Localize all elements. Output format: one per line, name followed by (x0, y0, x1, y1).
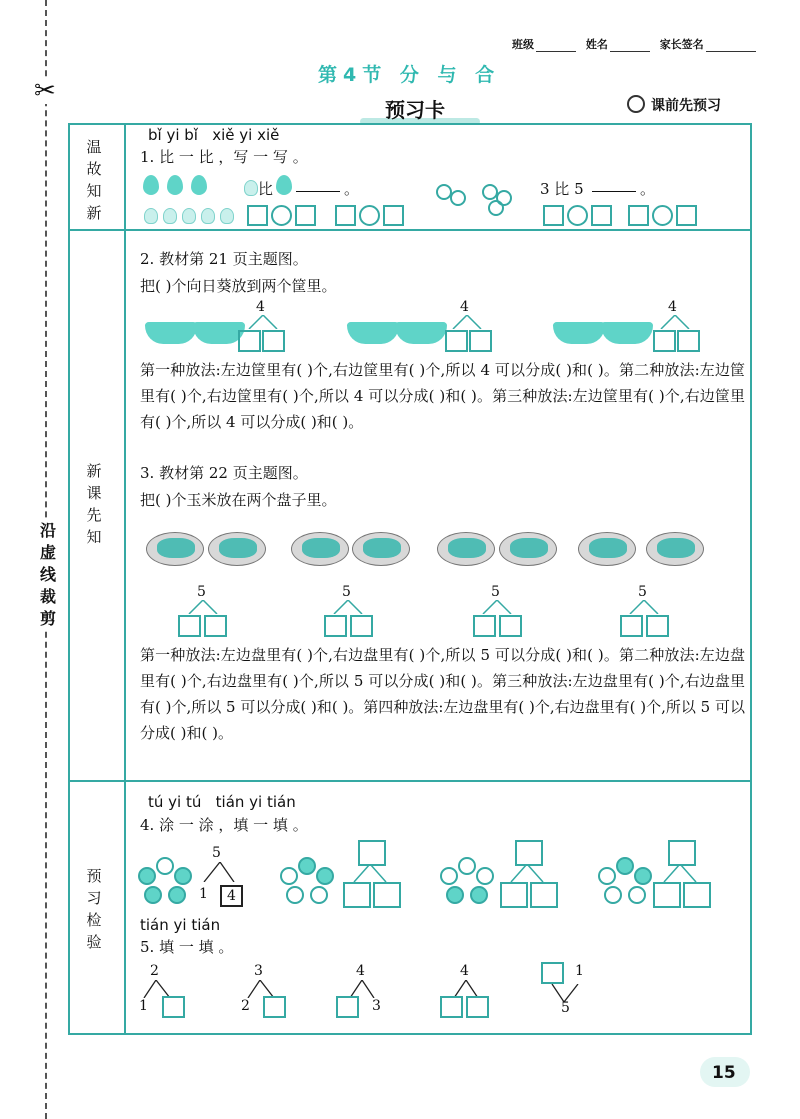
q5-top: 4 (356, 963, 365, 979)
plate-icon (578, 532, 636, 566)
split-lines (245, 315, 281, 329)
q1-answer-line[interactable] (296, 178, 340, 196)
drop-icon (143, 175, 159, 195)
cut-label: 沿虚线裁剪 (37, 520, 59, 630)
preview-label-text: 课前先预习 (651, 98, 721, 114)
answer-box[interactable] (653, 330, 676, 352)
flame-icon (144, 208, 158, 224)
answer-box[interactable] (324, 615, 347, 637)
split-lines (626, 600, 662, 614)
plate-icon (352, 532, 410, 566)
split-top: 4 (668, 299, 677, 315)
plate-icon (146, 532, 204, 566)
q2-prompt: 把( )个向日葵放到两个筐里。 (140, 277, 337, 295)
answer-box[interactable] (162, 996, 185, 1018)
q4-text: 4. 涂 一 涂 ，填 一 填 。 (140, 816, 308, 834)
parent-signature-field[interactable] (706, 51, 756, 52)
student-info-fields (512, 36, 762, 52)
q5-pinyin: tián yi tián (140, 916, 221, 934)
q1-compare-word: 比 (258, 180, 274, 198)
q3-prompt: 把( )个玉米放在两个盘子里。 (140, 491, 337, 509)
q1-right-answer-line[interactable] (592, 178, 636, 196)
q3-heading: 3. 教材第 22 页主题图。 (140, 464, 308, 482)
answer-box[interactable] (373, 882, 401, 908)
split-top: 4 (256, 299, 265, 315)
split-lines (657, 315, 693, 329)
answer-box[interactable] (336, 996, 359, 1018)
plate-icon (499, 532, 557, 566)
split-lines (185, 600, 221, 614)
answer-box[interactable] (683, 882, 711, 908)
split-top: 4 (460, 299, 469, 315)
split-top: 5 (491, 584, 500, 600)
column-divider (124, 123, 126, 1033)
answer-box[interactable] (653, 882, 681, 908)
answer-box[interactable] (515, 840, 543, 866)
row-divider-2 (68, 780, 750, 782)
drop-icon (167, 175, 183, 195)
q2-body: 第一种放法:左边筐里有( )个,右边筐里有( )个,所以 4 可以分成( )和( )。第二种放法:左边筐里有( )个,右边筐里有( )个,所以 4 可以分成( )和( )。第三种放法:左边筐里有( )个,右边筐里有( )个,所以 4 可以分成( )和( )。 (140, 361, 745, 431)
split-top: 5 (342, 584, 351, 600)
plate-icon (646, 532, 704, 566)
flame-icon (220, 208, 234, 224)
q5-top: 3 (254, 963, 263, 979)
section-label-new: 新课先知 (86, 462, 102, 546)
answer-box[interactable] (620, 615, 643, 637)
compare-boxes-4[interactable] (628, 205, 697, 226)
q3-body: 第一种放法:左边盘里有( )个,右边盘里有( )个,所以 5 可以分成( )和( )。第二种放法:左边盘里有( )个,右边盘里有( )个,所以 5 可以分成( )和( )。第三种放法:左边盘里有( )个,右边盘里有( )个,所以 5 可以分成( )和( )。第四种放法:左边盘里有( )个,右边盘里有( )个,所以 5 可以分成( )和( )。 (140, 646, 745, 742)
q5-left: 1 (139, 998, 148, 1014)
split-top: 5 (197, 584, 206, 600)
compare-boxes-3[interactable] (543, 205, 612, 226)
compare-boxes-2[interactable] (335, 205, 404, 226)
answer-box[interactable] (466, 996, 489, 1018)
flame-icon (182, 208, 196, 224)
q5-right: 3 (372, 998, 381, 1014)
q4-pinyin: tú yi tú tián yi tián (148, 793, 296, 811)
row-divider-1 (68, 229, 750, 231)
split-lines (479, 600, 515, 614)
q2-heading: 2. 教材第 21 页主题图。 (140, 250, 308, 268)
split-lines (449, 315, 485, 329)
flame-icon (201, 208, 215, 224)
q4-example-right: 4 (220, 885, 243, 907)
answer-box[interactable] (350, 615, 373, 637)
q5-left: 2 (241, 998, 250, 1014)
split-lines (507, 864, 547, 882)
parent-signature-label: 家长签名 (659, 38, 704, 51)
name-field[interactable] (610, 51, 650, 52)
answer-box[interactable] (530, 882, 558, 908)
answer-box[interactable] (440, 996, 463, 1018)
split-lines (330, 600, 366, 614)
answer-box[interactable] (178, 615, 201, 637)
answer-box[interactable] (204, 615, 227, 637)
answer-box[interactable] (263, 996, 286, 1018)
q1-period: 。 (344, 180, 360, 198)
q4-example-top: 5 (212, 845, 221, 861)
drop-icon (276, 175, 292, 195)
answer-box[interactable] (541, 962, 564, 984)
drop-icon (191, 175, 207, 195)
section-label-review: 温故知新 (86, 138, 102, 222)
page-number: 15 (712, 1063, 736, 1083)
split-lines (350, 864, 390, 882)
plate-icon (437, 532, 495, 566)
q1-right-period: 。 (640, 180, 656, 198)
answer-box[interactable] (646, 615, 669, 637)
class-field[interactable] (536, 51, 576, 52)
q4-example-left: 1 (199, 886, 208, 902)
answer-box[interactable] (262, 330, 285, 352)
q1-right-text: 3 比 5 (540, 180, 584, 198)
answer-box[interactable] (358, 840, 386, 866)
q5-text: 5. 填 一 填 。 (140, 938, 234, 956)
section-title: 第4节 分 与 合 (318, 64, 501, 86)
small-drop-icon (244, 180, 258, 196)
answer-box[interactable] (238, 330, 261, 352)
split-lines (200, 862, 240, 882)
q5-top: 4 (460, 963, 469, 979)
answer-box[interactable] (469, 330, 492, 352)
section-label-check: 预习检验 (86, 867, 102, 951)
split-lines (660, 864, 700, 882)
split-top: 5 (638, 584, 647, 600)
q5-right: 1 (575, 963, 584, 979)
answer-box[interactable] (445, 330, 468, 352)
alarm-clock-icon (627, 95, 645, 113)
answer-box[interactable] (668, 840, 696, 866)
preview-label (627, 95, 721, 115)
compare-boxes-1[interactable] (247, 205, 316, 226)
answer-box[interactable] (677, 330, 700, 352)
grapes-icon (432, 180, 522, 216)
flame-icon (163, 208, 177, 224)
q1-text: 1. 比 一 比 ，写 一 写 。 (140, 148, 308, 166)
card-title: 预习卡 (385, 98, 445, 122)
name-label: 姓名 (585, 38, 608, 51)
answer-box[interactable] (343, 882, 371, 908)
q1-pinyin: bǐ yi bǐ xiě yi xiě (148, 126, 280, 144)
answer-box[interactable] (473, 615, 496, 637)
answer-box[interactable] (499, 615, 522, 637)
scissors-icon: ✂ (34, 76, 56, 106)
plate-icon (291, 532, 349, 566)
q5-bottom: 5 (561, 1000, 570, 1016)
class-label: 班级 (512, 38, 534, 51)
answer-box[interactable] (500, 882, 528, 908)
plate-icon (208, 532, 266, 566)
q5-top: 2 (150, 963, 159, 979)
